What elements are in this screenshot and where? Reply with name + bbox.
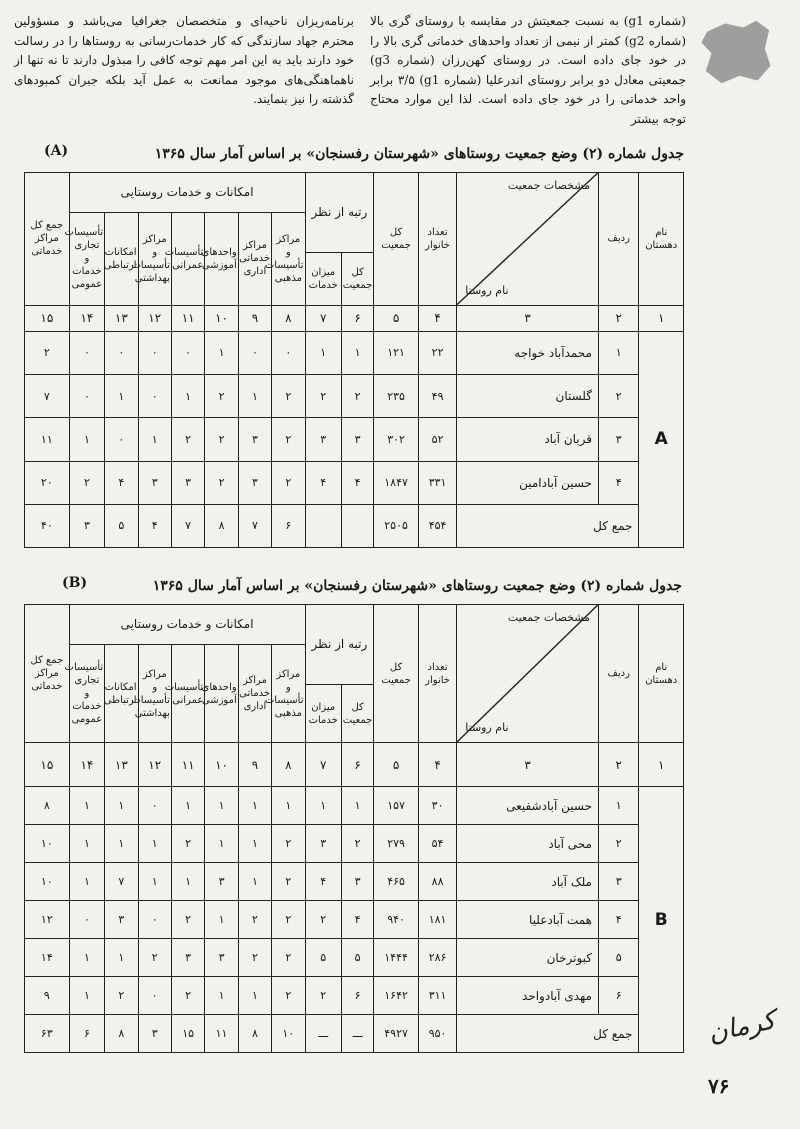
total-cell-rank_pop: ـــ	[341, 1015, 373, 1053]
cell-c14: ۱	[69, 418, 105, 461]
header-rank-svc: میزان خدمات	[305, 253, 341, 305]
total-cell-c12: ۴	[138, 504, 171, 547]
intro-right-text: (شماره g1) به نسبت جمعیتش در مقایسه با روستای گری بالا (شماره g2) کمتر از نیمی از تعداد واحدهای خدماتی گری بالا را در خود جای داده است. در روستای کهن‌رزان (شماره g3) جمعیتی معادل دو برابر روستای اندرعلیا (شماره g1) ۳/۵ برابر واحد خدماتی را در خود جای داده است. لذا این موارد محتاج توجه بیشتر	[370, 14, 687, 126]
cell-rank_pop: ۲	[341, 375, 373, 418]
cell-hh: ۲۸۶	[418, 939, 456, 977]
cell-hh: ۳۰	[418, 787, 456, 825]
total-cell-pop: ۴۹۲۷	[374, 1015, 419, 1053]
cell-rank_svc: ۲	[305, 901, 341, 939]
table-total-row	[25, 1015, 684, 1053]
intro-paragraph-right	[370, 12, 686, 129]
cell-pop: ۲۳۵	[374, 375, 419, 418]
cell-c13: ۷	[105, 863, 138, 901]
cell-idx: ۱	[598, 787, 638, 825]
cell-c13: ۰	[105, 418, 138, 461]
header-c15: جمع کل مراکز خدماتی	[25, 605, 70, 743]
map-emblem	[700, 18, 772, 86]
cell-c15: ۷	[25, 375, 70, 418]
village-name-cell: قربان آباد	[457, 418, 599, 461]
village-name-cell: کبوترخان	[457, 939, 599, 977]
header-households: تعداد خانوار	[418, 173, 456, 306]
cell-rank_pop: ۵	[341, 939, 373, 977]
cell-c11: ۱	[171, 863, 204, 901]
kerman-logo: کرمان	[705, 1005, 779, 1049]
header-c14: تأسیسات تجاری و خدمات عمومی	[69, 645, 105, 743]
header-c10: واحدهای آموزشی	[205, 213, 238, 305]
cell-c12: ۱	[138, 825, 171, 863]
cell-c13: ۱	[105, 939, 138, 977]
cell-hh: ۳۱۱	[418, 977, 456, 1015]
cell-c12: ۳	[138, 461, 171, 504]
cell-c12: ۲	[138, 939, 171, 977]
dehestan-label: B	[639, 787, 684, 1053]
table-a-tag: (A)	[44, 143, 69, 159]
header-services-group: امکانات و خدمات روستایی	[69, 173, 305, 213]
cell-c11: ۱	[171, 375, 204, 418]
cell-c10: ۱	[205, 825, 238, 863]
cell-c15: ۸	[25, 787, 70, 825]
total-cell-rank_pop	[341, 504, 373, 547]
total-cell-c8: ۱۰	[272, 1015, 305, 1053]
cell-idx: ۳	[598, 863, 638, 901]
table-a	[24, 172, 684, 548]
header-rank-svc: میزان خدمات	[305, 685, 341, 743]
header-c15: جمع کل مراکز خدماتی	[25, 173, 70, 306]
cell-c10: ۲	[205, 375, 238, 418]
cell-idx: ۲	[598, 825, 638, 863]
cell-c14: ۰	[69, 331, 105, 374]
cell-c14: ۱	[69, 939, 105, 977]
cell-rank_svc: ۴	[305, 863, 341, 901]
table-a-caption: جدول شماره (۲) وضع جمعیت روستاهای «شهرستان رفسنجان» بر اساس آمار سال ۱۳۶۵	[154, 146, 684, 162]
table-b-tag: (B)	[62, 575, 88, 591]
header-dehestan: نام دهستان	[639, 173, 684, 306]
cell-rank_svc: ۵	[305, 939, 341, 977]
header-c12: مراکز و تأسیسات بهداشتی	[138, 213, 171, 305]
cell-c12: ۰	[138, 331, 171, 374]
header-c11: تأسیسات عمرانی	[171, 645, 204, 743]
cell-rank_pop: ۱	[341, 331, 373, 374]
cell-idx: ۴	[598, 901, 638, 939]
cell-c9: ۰	[238, 331, 271, 374]
table-row	[25, 825, 684, 863]
header-c9: مراکز خدماتی اداری	[238, 645, 271, 743]
cell-idx: ۵	[598, 939, 638, 977]
header-c13: امکانات ارتباطی	[105, 213, 138, 305]
header-rank-pop: کل جمعیت	[341, 253, 373, 305]
cell-c14: ۰	[69, 901, 105, 939]
header-diagonal	[457, 173, 599, 306]
total-cell-hh: ۴۵۴	[418, 504, 456, 547]
cell-c12: ۰	[138, 787, 171, 825]
intro-left-text: برنامه‌ریزان ناحیه‌ای و متخصصان جغرافیا می‌باشد و مسؤولین محترم جهاد سازندگی که کار خدمات‌رسانی به روستاها را در رسالت خود دارند باید به این امر مهم توجه کافی را مبذول دارند تا نه تنها از ناهماهنگی‌های موجود ممانعت به عمل آید بلکه جبران کمبودهای گذشته را نیز بنمایند.	[14, 14, 354, 106]
cell-hh: ۵۲	[418, 418, 456, 461]
header-c8: مراکز و تأسیسات مذهبی	[272, 213, 305, 305]
total-cell-c14: ۳	[69, 504, 105, 547]
cell-c15: ۹	[25, 977, 70, 1015]
cell-rank_svc: ۲	[305, 375, 341, 418]
cell-rank_svc: ۳	[305, 825, 341, 863]
cell-c13: ۱	[105, 825, 138, 863]
cell-c13: ۰	[105, 331, 138, 374]
cell-rank_pop: ۴	[341, 901, 373, 939]
header-rank: رتبه از نظر	[305, 173, 374, 253]
cell-c8: ۰	[272, 331, 305, 374]
header-rank: رتبه از نظر	[305, 605, 374, 685]
header-diagonal	[457, 605, 599, 743]
total-cell-c8: ۶	[272, 504, 305, 547]
cell-c12: ۰	[138, 901, 171, 939]
header-total-pop: کل جمعیت	[374, 605, 419, 743]
cell-c15: ۲۰	[25, 461, 70, 504]
cell-rank_pop: ۱	[341, 787, 373, 825]
total-label: جمع کل	[457, 1015, 639, 1053]
table-row	[25, 863, 684, 901]
cell-hh: ۸۸	[418, 863, 456, 901]
cell-idx: ۳	[598, 418, 638, 461]
cell-pop: ۱۶۴۲	[374, 977, 419, 1015]
cell-idx: ۶	[598, 977, 638, 1015]
intro-paragraph-left	[14, 12, 354, 110]
cell-hh: ۵۴	[418, 825, 456, 863]
total-cell-rank_svc	[305, 504, 341, 547]
table-row	[25, 331, 684, 374]
total-cell-c10: ۱۱	[205, 1015, 238, 1053]
column-number-row: ۱ ۲ ۳ ۴ ۵ ۶ ۷ ۸ ۹ ۱۰ ۱۱ ۱۲ ۱۳ ۱۴ ۱۵	[25, 743, 684, 787]
cell-c8: ۲	[272, 977, 305, 1015]
cell-c10: ۱	[205, 977, 238, 1015]
header-c9: مراکز خدماتی اداری	[238, 213, 271, 305]
table-total-row	[25, 504, 684, 547]
cell-c12: ۰	[138, 375, 171, 418]
cell-c10: ۲	[205, 461, 238, 504]
header-c14: تأسیسات تجاری و خدمات عمومی	[69, 213, 105, 305]
cell-c11: ۳	[171, 939, 204, 977]
total-cell-c9: ۸	[238, 1015, 271, 1053]
total-cell-c15: ۶۳	[25, 1015, 70, 1053]
village-name-cell: محی آباد	[457, 825, 599, 863]
header-rank-pop: کل جمعیت	[341, 685, 373, 743]
header-radif: ردیف	[598, 605, 638, 743]
header-radif: ردیف	[598, 173, 638, 306]
total-cell-c11: ۱۵	[171, 1015, 204, 1053]
table-row	[25, 461, 684, 504]
cell-c15: ۱۰	[25, 825, 70, 863]
page-number: ۷۶	[708, 1074, 730, 1098]
header-c13: امکانات ارتباطی	[105, 645, 138, 743]
cell-c13: ۱	[105, 375, 138, 418]
table-row	[25, 375, 684, 418]
table-b-caption: جدول شماره (۲) وضع جمعیت روستاهای «شهرستان رفسنجان» بر اساس آمار سال ۱۳۶۵	[152, 578, 682, 594]
village-name-cell: مهدی آبادواحد	[457, 977, 599, 1015]
cell-c10: ۳	[205, 863, 238, 901]
total-cell-c12: ۳	[138, 1015, 171, 1053]
cell-c8: ۲	[272, 418, 305, 461]
cell-c13: ۱	[105, 787, 138, 825]
cell-c8: ۲	[272, 825, 305, 863]
cell-c9: ۳	[238, 461, 271, 504]
cell-c14: ۰	[69, 375, 105, 418]
cell-pop: ۳۰۲	[374, 418, 419, 461]
cell-c11: ۲	[171, 901, 204, 939]
total-cell-c9: ۷	[238, 504, 271, 547]
column-number-row: ۱ ۲ ۳ ۴ ۵ ۶ ۷ ۸ ۹ ۱۰ ۱۱ ۱۲ ۱۳ ۱۴ ۱۵	[25, 305, 684, 331]
header-dehestan: نام دهستان	[639, 605, 684, 743]
cell-c9: ۱	[238, 977, 271, 1015]
village-name-cell: ملک آباد	[457, 863, 599, 901]
cell-hh: ۳۳۱	[418, 461, 456, 504]
header-village-name: نام روستا	[465, 721, 509, 734]
table-row	[25, 939, 684, 977]
total-cell-hh: ۹۵۰	[418, 1015, 456, 1053]
table-b	[24, 604, 684, 1053]
cell-pop: ۴۶۵	[374, 863, 419, 901]
table-row	[25, 418, 684, 461]
cell-c14: ۱	[69, 977, 105, 1015]
cell-c11: ۲	[171, 418, 204, 461]
cell-c10: ۱	[205, 787, 238, 825]
total-cell-c11: ۷	[171, 504, 204, 547]
cell-c14: ۲	[69, 461, 105, 504]
total-cell-c13: ۵	[105, 504, 138, 547]
total-cell-c15: ۴۰	[25, 504, 70, 547]
cell-c11: ۱	[171, 787, 204, 825]
cell-c13: ۴	[105, 461, 138, 504]
cell-c11: ۰	[171, 331, 204, 374]
cell-c11: ۲	[171, 977, 204, 1015]
header-households: تعداد خانوار	[418, 605, 456, 743]
cell-c9: ۲	[238, 939, 271, 977]
village-name-cell: گلستان	[457, 375, 599, 418]
total-cell-c13: ۸	[105, 1015, 138, 1053]
cell-c13: ۳	[105, 901, 138, 939]
cell-c10: ۱	[205, 901, 238, 939]
total-cell-pop: ۲۵۰۵	[374, 504, 419, 547]
cell-rank_pop: ۲	[341, 825, 373, 863]
cell-idx: ۴	[598, 461, 638, 504]
cell-c15: ۱۰	[25, 863, 70, 901]
cell-rank_pop: ۴	[341, 461, 373, 504]
cell-rank_pop: ۳	[341, 863, 373, 901]
cell-c9: ۲	[238, 901, 271, 939]
header-village-name: نام روستا	[465, 283, 509, 297]
dehestan-label: A	[639, 331, 684, 547]
cell-c8: ۲	[272, 375, 305, 418]
village-name-cell: همت آبادعلیا	[457, 901, 599, 939]
cell-pop: ۱۵۷	[374, 787, 419, 825]
cell-c9: ۱	[238, 375, 271, 418]
village-name-cell: محمدآباد خواجه	[457, 331, 599, 374]
cell-rank_pop: ۶	[341, 977, 373, 1015]
cell-pop: ۱۴۴۴	[374, 939, 419, 977]
cell-hh: ۴۹	[418, 375, 456, 418]
cell-c15: ۱۴	[25, 939, 70, 977]
header-c11: تأسیسات عمرانی	[171, 213, 204, 305]
cell-rank_svc: ۴	[305, 461, 341, 504]
cell-rank_svc: ۱	[305, 331, 341, 374]
village-name-cell: حسین آبادشفیعی	[457, 787, 599, 825]
table-row	[25, 901, 684, 939]
cell-hh: ۲۲	[418, 331, 456, 374]
cell-c9: ۳	[238, 418, 271, 461]
table-row	[25, 977, 684, 1015]
cell-c9: ۱	[238, 825, 271, 863]
table-row	[25, 787, 684, 825]
cell-pop: ۲۷۹	[374, 825, 419, 863]
cell-c8: ۲	[272, 461, 305, 504]
cell-idx: ۱	[598, 331, 638, 374]
cell-c8: ۱	[272, 787, 305, 825]
header-c10: واحدهای آموزشی	[205, 645, 238, 743]
total-cell-rank_svc: ـــ	[305, 1015, 341, 1053]
cell-pop: ۱۸۴۷	[374, 461, 419, 504]
cell-idx: ۲	[598, 375, 638, 418]
cell-c15: ۲	[25, 331, 70, 374]
cell-c14: ۱	[69, 787, 105, 825]
header-total-pop: کل جمعیت	[374, 173, 419, 306]
cell-pop: ۱۲۱	[374, 331, 419, 374]
cell-rank_svc: ۱	[305, 787, 341, 825]
total-label: جمع کل	[457, 504, 639, 547]
total-cell-c10: ۸	[205, 504, 238, 547]
cell-c13: ۲	[105, 977, 138, 1015]
cell-pop: ۹۴۰	[374, 901, 419, 939]
cell-c12: ۱	[138, 863, 171, 901]
cell-rank_pop: ۳	[341, 418, 373, 461]
header-pop-spec: مشخصات جمعیت	[507, 179, 590, 192]
cell-c8: ۲	[272, 863, 305, 901]
cell-c12: ۱	[138, 418, 171, 461]
cell-c10: ۱	[205, 331, 238, 374]
cell-c8: ۲	[272, 901, 305, 939]
cell-c11: ۲	[171, 825, 204, 863]
cell-c15: ۱۲	[25, 901, 70, 939]
cell-c9: ۱	[238, 863, 271, 901]
header-pop-spec: مشخصات جمعیت	[507, 611, 590, 624]
cell-c9: ۱	[238, 787, 271, 825]
cell-c10: ۳	[205, 939, 238, 977]
header-c12: مراکز و تأسیسات بهداشتی	[138, 645, 171, 743]
cell-c12: ۰	[138, 977, 171, 1015]
total-cell-c14: ۶	[69, 1015, 105, 1053]
cell-c8: ۲	[272, 939, 305, 977]
cell-c10: ۲	[205, 418, 238, 461]
cell-c15: ۱۱	[25, 418, 70, 461]
header-c8: مراکز و تأسیسات مذهبی	[272, 645, 305, 743]
cell-hh: ۱۸۱	[418, 901, 456, 939]
village-name-cell: حسین آبادامین	[457, 461, 599, 504]
cell-c11: ۳	[171, 461, 204, 504]
cell-c14: ۱	[69, 863, 105, 901]
cell-rank_svc: ۲	[305, 977, 341, 1015]
cell-rank_svc: ۳	[305, 418, 341, 461]
header-services-group: امکانات و خدمات روستایی	[69, 605, 305, 645]
cell-c14: ۱	[69, 825, 105, 863]
